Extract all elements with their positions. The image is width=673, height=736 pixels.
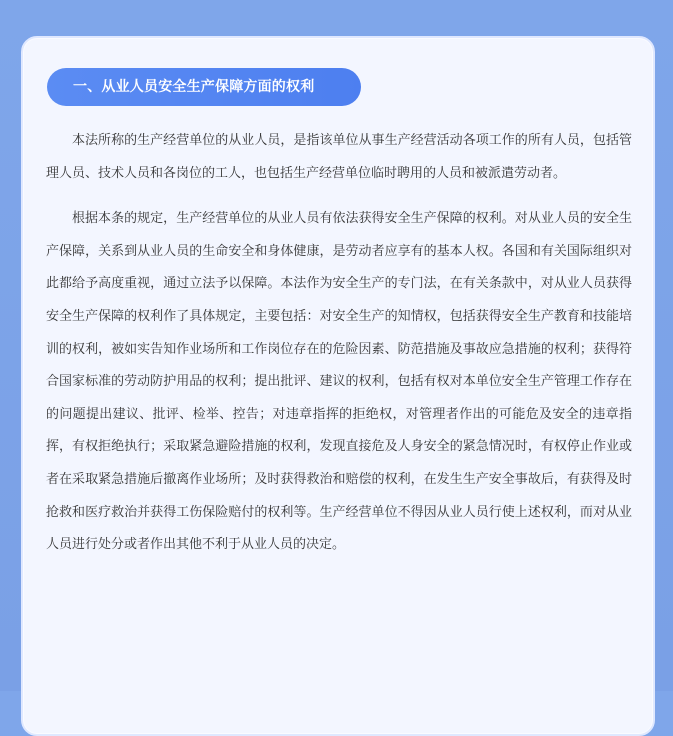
section-heading: 一、从业人员安全生产保障方面的权利 [47,68,361,106]
article-body [46,125,632,562]
paragraph-rights: 根据本条的规定，生产经营单位的从业人员有依法获得安全生产保障的权利。对从业人员的安全生产保障，关系到从业人员的生命安全和身体健康，是劳动者应享有的基本人权。各国和有关国际组织对此都给予高度重视，通过立法予以保障。本法作为安全生产的专门法，在有关条款中，对从业人员获得安全生产保障的权利作了具体规定，主要包括：对安全生产的知情权，包括获得安全生产教育和技能培训的权利，被如实告知作业场所和工作岗位存在的危险因素、防范措施及事故应急措施的权利；获得符合国家标准的劳动防护用品的权利；提出批评、建议的权利，包括有权对本单位安全生产管理工作存在的问题提出建议、批评、检举、控告；对违章指挥的拒绝权，对管理者作出的可能危及安全的违章指挥，有权拒绝执行；采取紧急避险措施的权利，发现直接危及人身安全的紧急情况时，有权停止作业或者在采取紧急措施后撤离作业场所；及时获得救治和赔偿的权利，在发生生产安全事故后，有获得及时抢救和医疗救治并获得工伤保险赔付的权利等。生产经营单位不得因从业人员行使上述权利，而对从业人员进行处分或者作出其他不利于从业人员的决定。 [46,211,632,553]
paragraph-definition: 本法所称的生产经营单位的从业人员，是指该单位从事生产经营活动各项工作的所有人员，包括管理人员、技术人员和各岗位的工人，也包括生产经营单位临时聘用的人员和被派遣劳动者。 [46,133,632,181]
